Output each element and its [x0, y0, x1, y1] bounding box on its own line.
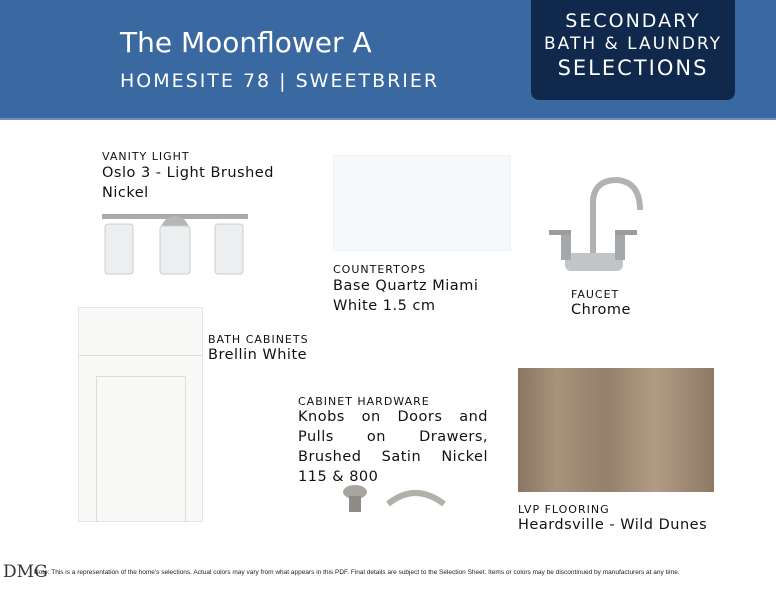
page-subtitle: HOMESITE 78 | SWEETBRIER: [120, 70, 440, 92]
hardware-image: [340, 482, 450, 518]
cabinets-label: BATH CABINETS: [208, 333, 309, 346]
counter-value: Base Quartz Miami White 1.5 cm: [333, 278, 479, 314]
cabinets-value: Brellin White: [208, 347, 308, 363]
vanity-label: VANITY LIGHT: [102, 150, 190, 163]
flooring-label: LVP FLOORING: [518, 503, 610, 516]
faucet-label: FAUCET: [571, 288, 620, 301]
section-badge: [531, 0, 735, 100]
faucet-value: Chrome: [571, 302, 631, 318]
faucet-image: [545, 175, 650, 275]
flooring-swatch: [518, 368, 714, 492]
section-line-1: SECONDARY: [565, 10, 701, 32]
page-title: The Moonflower A: [120, 26, 372, 59]
flooring-value: Heardsville - Wild Dunes: [518, 517, 708, 533]
vanity-value: Oslo 3 - Light Brushed Nickel: [102, 165, 274, 201]
counter-label: COUNTERTOPS: [333, 263, 427, 276]
section-line-3: SELECTIONS: [557, 56, 709, 80]
footer-note: Note: This is a representation of the home's selections. Actual colors may vary from what appears in this PDF. Final details are subject to the Selection Sheet. Items or colors may be discontinued by manufacturers at any time.: [34, 569, 680, 576]
countertop-swatch: [333, 155, 511, 251]
section-line-2: BATH & LAUNDRY: [543, 34, 723, 54]
hardware-value: Knobs on Doors and Pulls on Drawers, Brushed Satin Nickel 115 & 800: [298, 409, 488, 485]
vanity-light-image: [100, 210, 250, 276]
cabinet-door-image: [78, 307, 203, 522]
dmg-logo: DMG: [3, 562, 48, 582]
hardware-label: CABINET HARDWARE: [298, 395, 430, 408]
